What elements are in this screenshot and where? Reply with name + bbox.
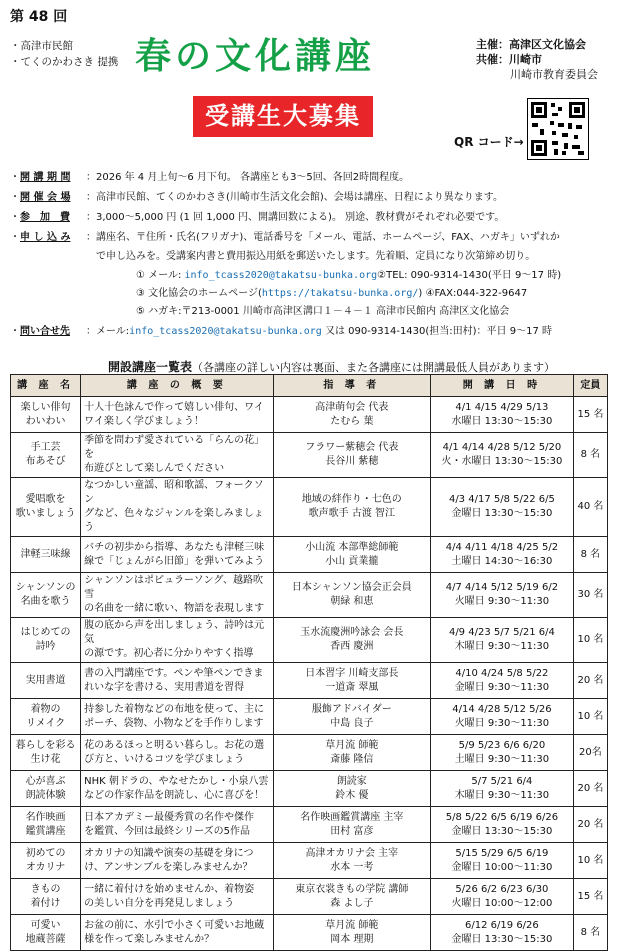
- course-dates-line: 4/10 4/24 5/8 5/22: [455, 667, 549, 679]
- course-dates-line: 4/7 4/14 5/12 5/19 6/2: [445, 582, 559, 593]
- course-name: [11, 843, 81, 879]
- table-row: [11, 397, 608, 433]
- course-description-line: お盆の前に、水引で小さく可愛いお地蔵: [84, 919, 265, 931]
- course-teacher: [273, 879, 430, 915]
- course-dates-line: 木曜日 9:30～11:30: [454, 641, 550, 652]
- course-teacher-line: 日本シャンソン協会正会員: [291, 582, 412, 593]
- course-teacher-line: 高津オカリナ会 主宰: [305, 847, 399, 859]
- course-name: [11, 735, 81, 771]
- cosponsor: [476, 51, 542, 67]
- recruitment-banner: 受講生大募集: [193, 96, 373, 137]
- course-name: [11, 699, 81, 735]
- course-description-line: 線で「じょんがら旧節」を弾いてみよう: [84, 555, 265, 567]
- course-name-line: 朗読体験: [25, 789, 66, 801]
- course-description: [81, 537, 273, 573]
- course-name-line: 楽しい俳句: [20, 401, 71, 413]
- course-teacher: [273, 573, 430, 618]
- course-name: [11, 478, 81, 537]
- course-capacity: 20 名: [573, 771, 607, 807]
- course-name-line: 布あそび: [25, 456, 66, 467]
- course-dates-line: 金曜日 13:30～15:30: [451, 508, 553, 519]
- course-description: [81, 771, 273, 807]
- course-teacher: [273, 618, 430, 663]
- cosponsor-label: 共催：: [476, 53, 509, 66]
- table-row: [11, 843, 608, 879]
- course-capacity: 10 名: [573, 843, 607, 879]
- course-description-line: 日本アカデミー最優秀賞の名作や傑作: [84, 811, 255, 823]
- table-row: [11, 915, 608, 951]
- course-teacher-line: 朝緑 和恵: [330, 596, 374, 607]
- info-label: 参 加 費: [20, 212, 70, 223]
- course-name-line: 手工芸: [30, 442, 61, 453]
- course-teacher: [273, 433, 430, 478]
- course-teacher: [273, 807, 430, 843]
- table-row: [11, 478, 608, 537]
- table-row: [11, 433, 608, 478]
- course-dates: [431, 397, 574, 433]
- apply-email-link[interactable]: info_tcass2020@takatsu-bunka.org: [184, 270, 378, 281]
- course-description-line: ポーチ、袋物、小物などを手作りします: [84, 717, 264, 729]
- course-teacher-line: 斎藤 隆信: [330, 753, 374, 765]
- course-name-line: わいわい: [25, 415, 66, 427]
- page-title: 春の文化講座: [135, 35, 376, 77]
- info-fee: ・参 加 費 ：3,000～5,000 円 (1 回 1,000 円、開講回数による)。 別途、教材費がそれぞれ必要です。: [10, 208, 504, 223]
- course-dates-line: 火曜日 9:30～11:30: [454, 596, 550, 607]
- course-description-line: の源です。初心者に分かりやすく指導: [84, 648, 254, 659]
- course-dates: [431, 843, 574, 879]
- course-description: [81, 843, 273, 879]
- course-teacher-line: 地域の絆作り・七色の: [301, 494, 402, 505]
- course-name-line: 歌いましょう: [15, 508, 76, 519]
- course-dates-line: 5/15 5/29 6/5 6/19: [455, 847, 549, 859]
- course-name: [11, 397, 81, 433]
- course-name-line: 可愛い: [30, 919, 61, 931]
- course-name-line: 鑑賞講座: [25, 825, 66, 837]
- course-dates-line: 4/1 4/15 4/29 5/13: [455, 401, 549, 413]
- table-row: [11, 735, 608, 771]
- course-teacher-line: 東京衣裳きもの学院 講師: [295, 883, 409, 895]
- course-description-line: 布遊びとして楽しんでください: [84, 463, 225, 474]
- course-teacher-line: 香西 慶洲: [330, 641, 374, 652]
- method-fax: ) ④FAX:044-322-9647: [418, 288, 528, 299]
- course-name: [11, 879, 81, 915]
- info-period: ・開 講 期 間 ：2026 年 4 月上旬～6 月下旬。 各講座とも3～5回、各回2時間程度。: [10, 168, 409, 183]
- course-description-line: 持参した着物などの布地を使って、主に: [84, 703, 264, 715]
- course-name-line: 暮らしを彩る: [15, 739, 76, 751]
- course-description: [81, 735, 273, 771]
- course-name: [11, 807, 81, 843]
- course-teacher-line: たむら 葉: [330, 415, 374, 427]
- course-dates-line: 5/9 5/23 6/6 6/20: [458, 739, 546, 751]
- course-dates-line: 金曜日 9:30～11:30: [454, 681, 550, 693]
- course-name-line: きもの: [30, 883, 61, 895]
- contact-email-link[interactable]: info_tcass2020@takatsu-bunka.org: [129, 326, 322, 337]
- sponsor-line-1: ・高津市民館: [10, 40, 73, 52]
- info-venue: ・開 催 会 場 ：高津市民館、てくのかわさき(川崎市生活文化会館)、会場は講座、日程により異なります。: [10, 188, 503, 203]
- apply-line-2: で申し込みを。受講案内書と費用振込用紙を郵送いたします。先着順、定員になり次第締め切り。: [96, 251, 536, 262]
- organizer: [476, 36, 586, 52]
- info-contact: ・問い合せ先 ：メール:info_tcass2020@takatsu-bunka.org 又は 090-9314-1430(担当:田村)：平日 9～17 時: [10, 322, 552, 337]
- course-name-line: 着付け: [30, 897, 61, 909]
- course-teacher-line: フラワー紫穂会 代表: [305, 442, 399, 453]
- apply-method-email: [136, 266, 561, 281]
- table-row: [11, 771, 608, 807]
- course-dates: [431, 573, 574, 618]
- course-teacher-line: 田村 富彦: [330, 825, 374, 837]
- course-name: [11, 663, 81, 699]
- course-capacity: 15 名: [573, 879, 607, 915]
- course-teacher-line: 草月流 師範: [325, 919, 379, 931]
- course-description-line: 様を作って楽しみませんか？: [84, 933, 215, 945]
- course-dates: [431, 537, 574, 573]
- course-dates-line: 4/9 4/23 5/7 5/21 6/4: [448, 627, 555, 638]
- course-dates: [431, 618, 574, 663]
- sponsor-line-2: ・てくのかわさき 提携: [10, 56, 119, 68]
- table-row: [11, 807, 608, 843]
- course-teacher-line: 森 よし子: [330, 897, 374, 909]
- course-dates: [431, 433, 574, 478]
- course-description-line: 腹の底から声を出しましょう、詩吟は元気: [84, 620, 265, 645]
- table-row: [11, 573, 608, 618]
- course-dates-line: 水曜日 13:30～15:30: [451, 415, 553, 427]
- course-name: [11, 537, 81, 573]
- course-capacity: 40 名: [573, 478, 607, 537]
- course-name-line: 心が喜ぶ: [25, 775, 66, 787]
- edition-number: 第 48 回: [10, 9, 68, 25]
- organizer-label: 主催：: [476, 38, 509, 51]
- course-name-line: オカリナ: [25, 861, 66, 873]
- qr-code-icon[interactable]: [527, 98, 589, 160]
- course-teacher-line: 中島 良子: [330, 717, 374, 729]
- course-dates-line: 6/12 6/19 6/26: [465, 919, 539, 931]
- info-label: 開 催 会 場: [20, 192, 71, 203]
- course-dates-line: 5/26 6/2 6/23 6/30: [455, 883, 549, 895]
- qr-label: QR コード→: [454, 135, 524, 149]
- contact-prefix: メール:: [96, 326, 130, 337]
- course-teacher-line: 名作映画鑑賞講座 主宰: [300, 811, 404, 823]
- course-teacher-line: 小山流 本部準総師範: [305, 541, 399, 553]
- course-description-line: れいな字を書ける、実用書道を習得: [84, 681, 245, 693]
- course-name: [11, 573, 81, 618]
- course-dates-line: 金曜日 10:00～11:30: [451, 861, 553, 873]
- course-description-line: 花のあるほっと明るい暮らし。お花の選: [84, 739, 265, 751]
- course-dates: [431, 735, 574, 771]
- method-prefix: ③ 文化協会のホームページ(: [136, 288, 262, 299]
- course-capacity: 8 名: [573, 433, 607, 478]
- course-description-line: などの作家作品を朗読し、心に喜びを！: [84, 789, 265, 801]
- course-dates-line: 土曜日 14:30～16:30: [451, 555, 553, 567]
- course-capacity: 20 名: [573, 663, 607, 699]
- course-name-line: 地蔵菩薩: [25, 933, 66, 945]
- cosponsor-2: 川崎市教育委員会: [510, 68, 598, 81]
- course-name-line: 実用書道: [25, 674, 66, 686]
- col-header-desc: 講 座 の 概 要: [81, 375, 273, 397]
- course-dates: [431, 915, 574, 951]
- course-name: [11, 771, 81, 807]
- course-description: [81, 879, 273, 915]
- course-capacity: 10 名: [573, 699, 607, 735]
- course-description-line: を鑑賞、今回は最終シリーズの5作品: [84, 825, 251, 837]
- course-description-line: 十人十色詠んで作って嬉しい俳句、ワイ: [84, 401, 264, 413]
- contact-suffix: 又は 090-9314-1430(担当:田村)：平日 9～17 時: [321, 326, 553, 337]
- course-teacher-line: 朗読家: [336, 775, 367, 787]
- course-capacity: 20名: [573, 735, 607, 771]
- course-description: [81, 699, 273, 735]
- apply-web-link[interactable]: https://takatsu-bunka.org/: [261, 288, 419, 299]
- table-row: [11, 663, 608, 699]
- course-description-line: び方と、いけるコツを学びましょう: [84, 753, 245, 765]
- course-dates: [431, 879, 574, 915]
- course-dates: [431, 771, 574, 807]
- course-name: [11, 618, 81, 663]
- info-text: 2026 年 4 月上旬～6 月下旬。 各講座とも3～5回、各回2時間程度。: [96, 172, 410, 183]
- course-capacity: 20 名: [573, 807, 607, 843]
- course-name: [11, 433, 81, 478]
- info-apply: ・申 し 込 み ：講座名、〒住所・氏名(フリガナ)、電話番号を「メール、電話、ホームページ、FAX、ハガキ」いずれか: [10, 228, 560, 243]
- course-dates-line: 4/14 4/28 5/12 5/26: [452, 703, 552, 715]
- course-teacher-line: 長谷川 紫穂: [325, 456, 379, 467]
- course-dates-line: 5/8 5/22 6/5 6/19 6/26: [445, 811, 559, 823]
- course-description-line: シャンソンはポピュラーソング、越路吹雪: [84, 575, 263, 600]
- info-label: 申 し 込 み: [20, 232, 71, 243]
- course-teacher: [273, 771, 430, 807]
- course-capacity: 30 名: [573, 573, 607, 618]
- col-header-dates: 開 講 日 時: [431, 375, 574, 397]
- apply-method-web: [136, 284, 527, 299]
- course-description-line: バチの初歩から指導、あなたも津軽三味: [84, 541, 265, 553]
- course-teacher: [273, 699, 430, 735]
- course-teacher: [273, 663, 430, 699]
- course-dates: [431, 478, 574, 537]
- table-row: [11, 879, 608, 915]
- course-name-line: はじめての: [20, 627, 71, 638]
- course-description-line: 季節を問わず愛されている「らんの花」を: [84, 435, 265, 460]
- course-teacher: [273, 915, 430, 951]
- course-dates-line: 木曜日 9:30～11:30: [454, 789, 550, 801]
- course-description-line: ワイ楽しく学びましょう！: [84, 415, 204, 427]
- course-name: [11, 915, 81, 951]
- course-description-line: NHK 朝ドラの、やなせたかし・小泉八雲: [84, 775, 269, 787]
- course-capacity: 10 名: [573, 618, 607, 663]
- course-teacher: [273, 397, 430, 433]
- section-note: （各講座の詳しい内容は裏面、また各講座には開講最低人員があります）: [192, 361, 556, 374]
- course-dates-line: 4/1 4/14 4/28 5/12 5/20: [442, 442, 562, 453]
- course-description-line: の名曲を一緒に歌い、物語を表現します: [84, 603, 265, 614]
- course-name-line: 生け花: [30, 753, 61, 765]
- course-description-line: 一緒に着付けを始めませんか、着物姿: [84, 883, 255, 895]
- course-name-line: 津軽三味線: [20, 548, 71, 560]
- course-description: [81, 573, 273, 618]
- course-dates-line: 金曜日 13:30～15:30: [451, 933, 553, 945]
- course-description: [81, 618, 273, 663]
- course-dates-line: 4/4 4/11 4/18 4/25 5/2: [445, 541, 559, 553]
- course-description: [81, 478, 273, 537]
- course-teacher-line: 岡本 理期: [330, 933, 374, 945]
- course-name-line: リメイク: [25, 717, 66, 729]
- table-row: [11, 618, 608, 663]
- course-teacher-line: 鈴木 優: [335, 789, 369, 801]
- course-teacher-line: 小山 貢業攏: [325, 555, 379, 567]
- col-header-name: 講 座 名: [11, 375, 81, 397]
- course-teacher-line: 玉水流慶洲吟詠会 会長: [300, 627, 404, 638]
- course-capacity: 8 名: [573, 915, 607, 951]
- course-teacher-line: 一道斎 翠風: [325, 681, 379, 693]
- course-capacity: 15 名: [573, 397, 607, 433]
- course-description: [81, 915, 273, 951]
- course-teacher: [273, 843, 430, 879]
- course-capacity: 8 名: [573, 537, 607, 573]
- col-header-capacity: 定員: [573, 375, 607, 397]
- course-table: [10, 374, 608, 951]
- course-description: [81, 807, 273, 843]
- table-header-row: [11, 375, 608, 397]
- course-description-line: なつかしい童謡、昭和歌謡、フォークソン: [84, 480, 264, 505]
- col-header-teacher: 指 導 者: [273, 375, 430, 397]
- course-dates: [431, 807, 574, 843]
- course-description-line: の美しい自分を再発見しましょう: [84, 897, 235, 909]
- apply-method-postcard: ⑤ ハガキ:〒213-0001 川崎市高津区溝口１－４－１ 高津市民館内 高津区文化協会: [136, 306, 510, 317]
- course-description-line: 書の入門講座です。ペンや筆ペンできま: [84, 667, 264, 679]
- course-name-line: シャンソンの: [15, 582, 76, 593]
- info-text: 3,000～5,000 円 (1 回 1,000 円、開講回数による)。 別途、教材費がそれぞれ必要です。: [96, 212, 505, 223]
- course-teacher-line: 日本習字 川崎支部長: [305, 667, 399, 679]
- course-dates-line: 4/3 4/17 5/8 5/22 6/5: [448, 494, 555, 505]
- course-teacher: [273, 537, 430, 573]
- course-name-line: 詩吟: [35, 641, 56, 652]
- course-dates-line: 火・水曜日 13:30～15:30: [441, 456, 563, 467]
- course-name-line: 初めての: [25, 847, 66, 859]
- course-dates-line: 5/7 5/21 6/4: [471, 775, 533, 787]
- course-description-line: オカリナの知識や演奏の基礎を身につ: [84, 847, 254, 859]
- course-description: [81, 433, 273, 478]
- course-dates: [431, 699, 574, 735]
- method-prefix: ① メール:: [136, 270, 185, 281]
- course-teacher-line: 草月流 師範: [325, 739, 379, 751]
- course-teacher-line: 高津萌句会 代表: [315, 401, 389, 413]
- course-description-line: グなど、色々なジャンルを楽しみましょう: [84, 508, 264, 533]
- course-name-line: 名曲を歌う: [20, 596, 71, 607]
- course-dates-line: 土曜日 9:30～11:30: [454, 753, 550, 765]
- info-label: 開 講 期 間: [20, 172, 71, 183]
- course-name-line: 愛唱歌を: [25, 494, 66, 505]
- course-dates: [431, 663, 574, 699]
- info-text: 高津市民館、てくのかわさき(川崎市生活文化会館)、会場は講座、日程により異なります。: [96, 192, 504, 203]
- cosponsor-1: 川崎市: [509, 53, 542, 66]
- course-name-line: 着物の: [30, 703, 61, 715]
- course-teacher: [273, 478, 430, 537]
- course-teacher-line: 水本 一考: [330, 861, 374, 873]
- course-teacher-line: 服飾アドバイダー: [311, 703, 392, 715]
- course-name-line: 名作映画: [25, 811, 66, 823]
- course-dates-line: 火曜日 10:00～12:00: [451, 897, 553, 909]
- course-description: [81, 663, 273, 699]
- table-row: [11, 537, 608, 573]
- section-title: 開設講座一覧表: [108, 360, 193, 374]
- info-text: 講座名、〒住所・氏名(フリガナ)、電話番号を「メール、電話、ホームページ、FAX、ハガキ」いずれか: [96, 232, 560, 243]
- course-teacher-line: 歌声歌手 古渡 智江: [308, 508, 395, 519]
- organizer-name: 高津区文化協会: [509, 38, 586, 51]
- course-description-line: け、アンサンブルを楽しみませんか？: [84, 861, 253, 873]
- info-label: 問い合せ先: [20, 326, 70, 337]
- course-list-heading: [108, 358, 555, 375]
- course-dates-line: 火曜日 9:30～11:30: [454, 717, 550, 729]
- course-teacher: [273, 735, 430, 771]
- course-dates-line: 金曜日 13:30～15:30: [451, 825, 553, 837]
- table-row: [11, 699, 608, 735]
- course-description: [81, 397, 273, 433]
- method-tel: ②TEL: 090-9314-1430(平日 9～17 時): [377, 270, 562, 281]
